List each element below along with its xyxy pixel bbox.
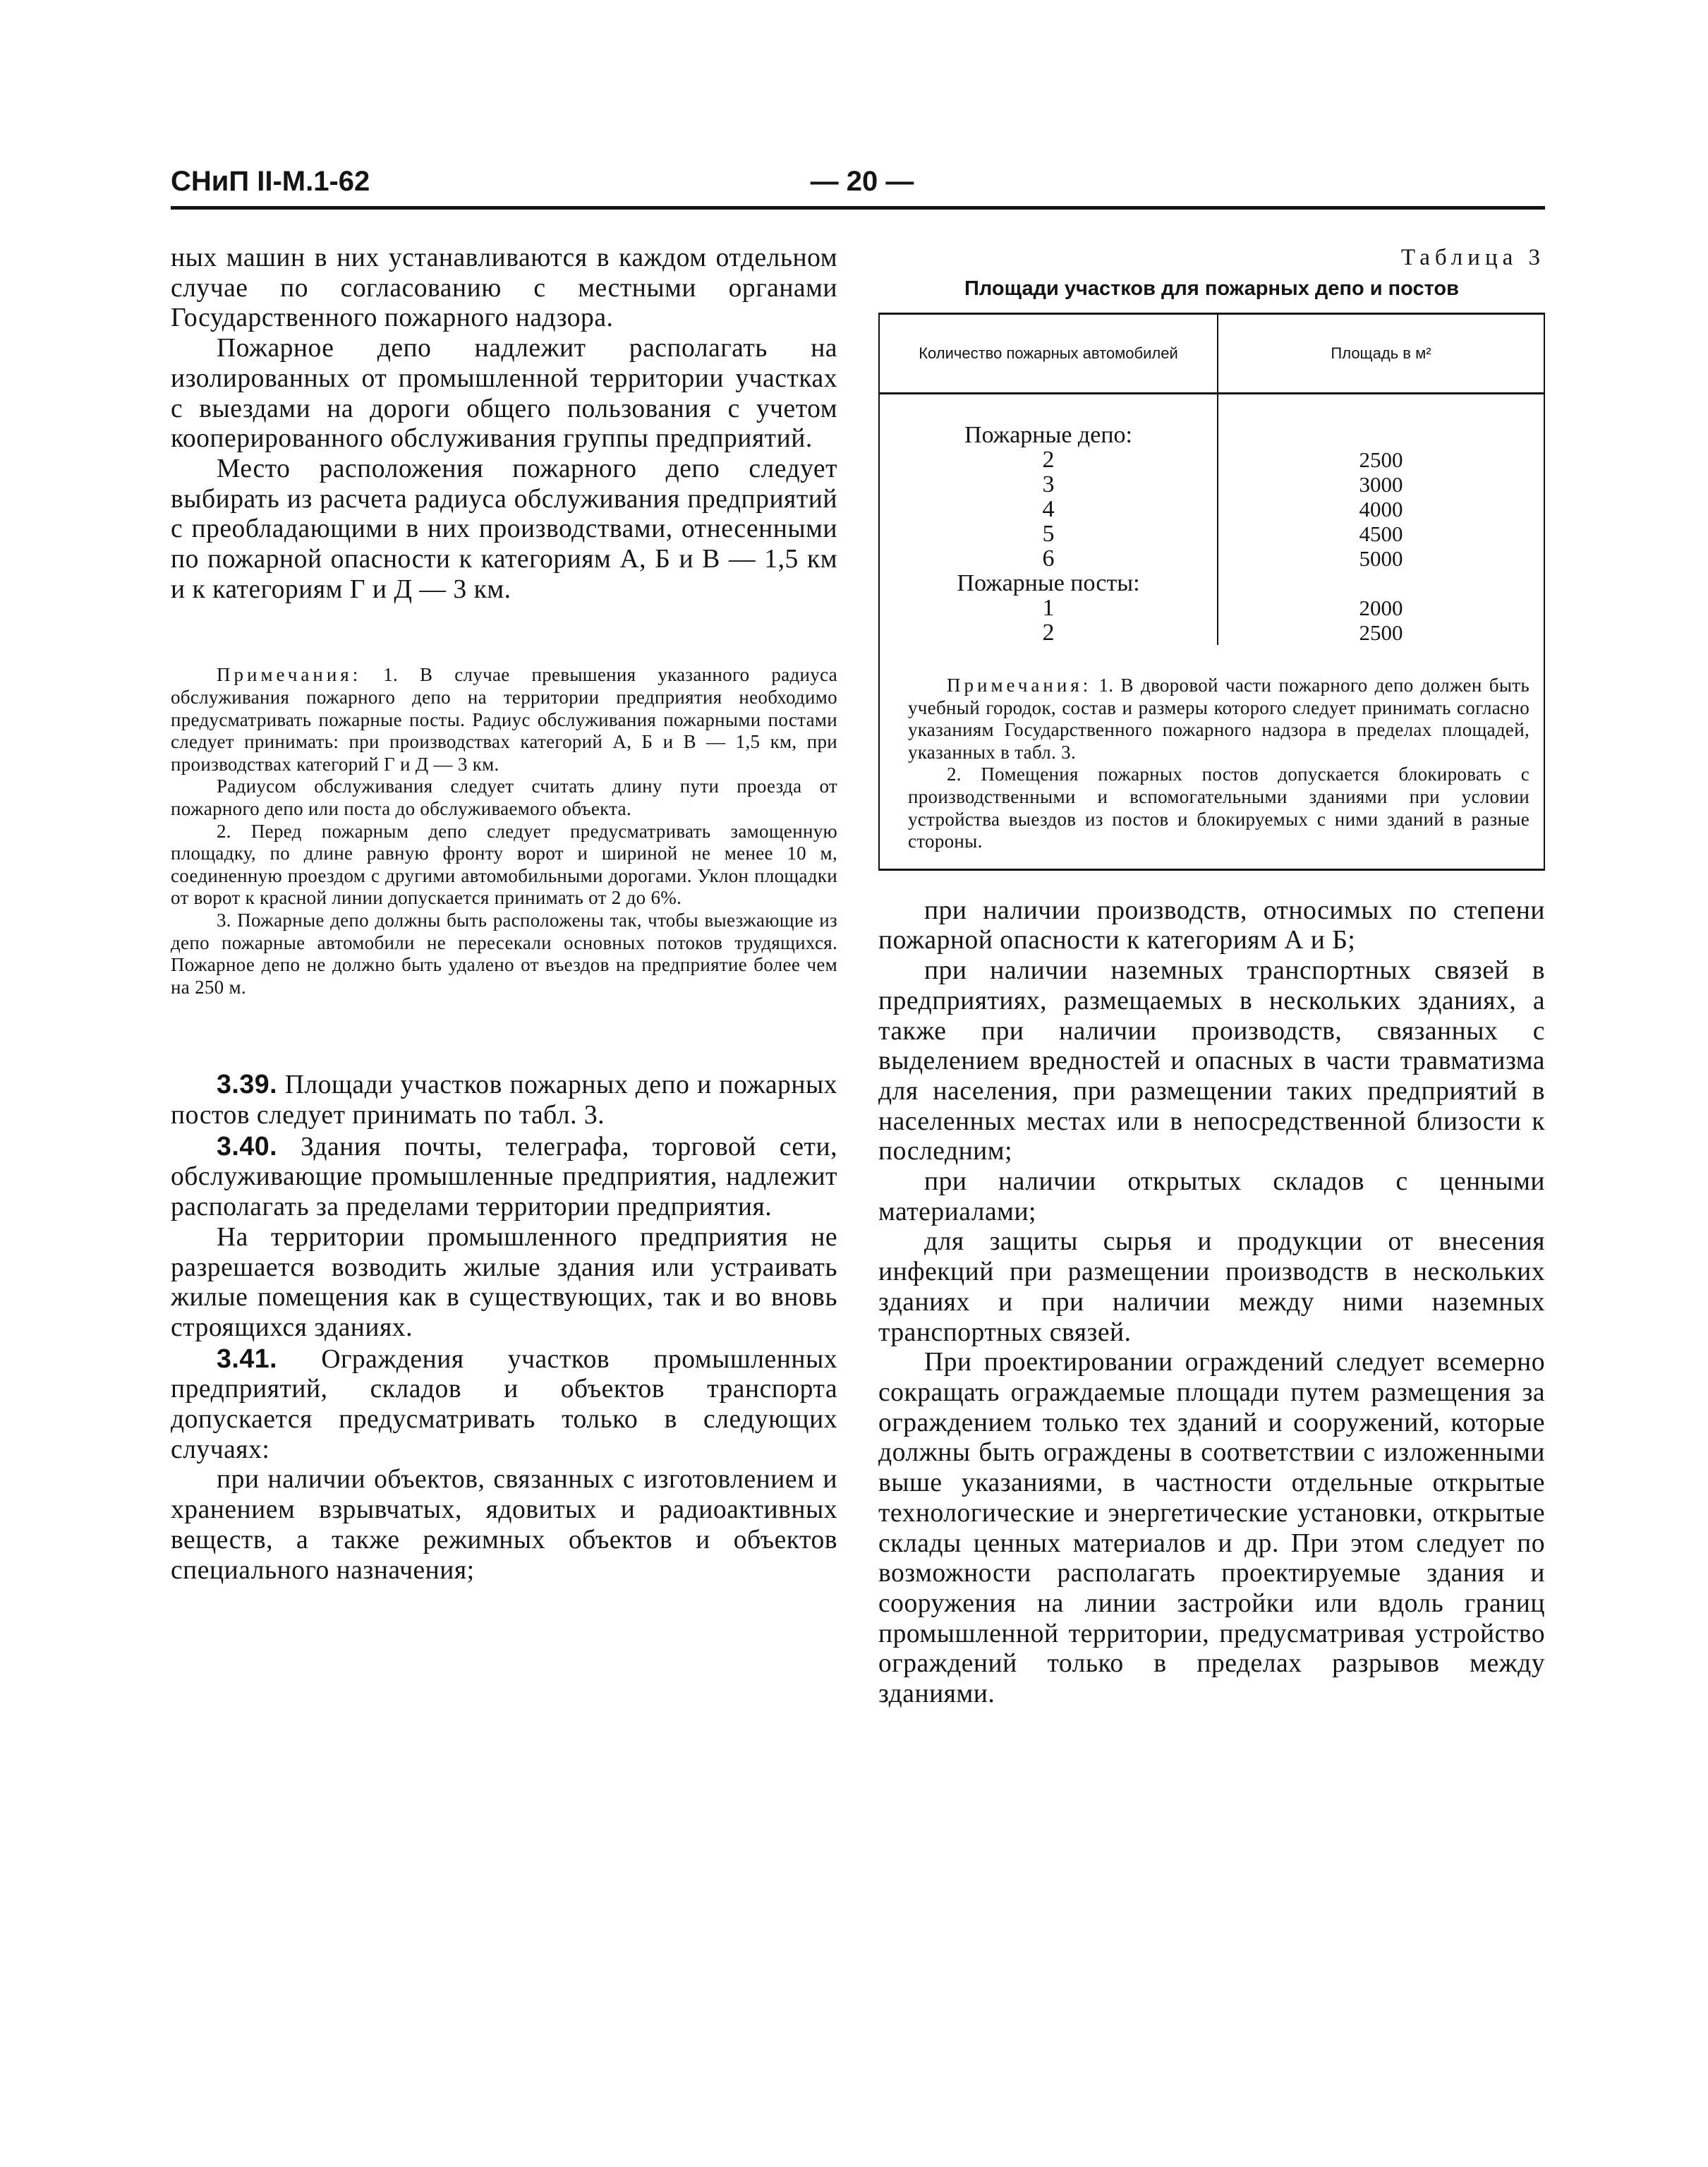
fire-depot-table (878, 313, 1545, 871)
note-3: 3. Пожарные депо должны быть расположены так, чтобы выезжающие из депо пожарные автомобили не пересекали основных потоков трудящихся. Пожарное депо не должно быть удалено от въездов на предприятие более чем на 250 м. (171, 909, 837, 998)
cell-area: 2500 (1359, 447, 1403, 472)
cell-count: 6 (1042, 545, 1055, 572)
section-3-41 (171, 1344, 837, 1586)
note-1-continued: Радиусом обслуживания следует считать длину пути проезда от пожарного депо или поста до обслуживаемого объекта. (171, 775, 837, 819)
spacer (1218, 571, 1544, 596)
table-label: Таблица 3 (1400, 245, 1545, 270)
table-notes (880, 675, 1544, 869)
cell-area: 4000 (1359, 497, 1403, 521)
section-number: 3.39. (217, 1069, 278, 1099)
note-1: 1. В случае превышения указанного радиуса обслуживания пожарного депо на территории предприятия необходимо предусматривать пожарные посты. Радиус обслуживания пожарными постами следует принимать: при производствах категорий А, Б и В — 1,5 км, при производствах категорий Г и Д — 3 км. (171, 664, 837, 775)
paragraph: при наличии производств, относимых по степени пожарной опасности к категориям А и Б; (878, 895, 1545, 955)
cell-area: 2500 (1359, 620, 1403, 645)
paragraph: Пожарное депо надлежит располагать на изолированных от промышленной территории участках с выездами на дороги общего пользования с учетом кооперированного обслуживания группы предприятий. (171, 334, 837, 454)
cell-area: 5000 (1359, 546, 1403, 571)
table-note-1: 1. В дворовой части пожарного депо должен быть учебный городок, состав и размеры которого следует принимать согласно указаниям Государственного пожарного надзора в пределах площадей, указанных в табл. 3. (908, 675, 1530, 763)
cell-area: 3000 (1359, 472, 1403, 497)
paragraph: Место расположения пожарного депо следует выбирать из расчета радиуса обслуживания предприятий с преобладающими в них производствами, отнесенными по пожарной опасности к категориям А, Б и В — 1,5 км и к категориям Г и Д — 3 км. (171, 454, 837, 604)
column-header-vehicles: Количество пожарных автомобилей (880, 315, 1218, 392)
area-column (1218, 394, 1544, 645)
cell-count: 2 (1042, 620, 1055, 646)
page-header (171, 164, 1545, 212)
paragraph: при наличии объектов, связанных с изготовлением и хранением взрывчатых, ядовитых и радиоактивных веществ, а также режимных объектов и объектов специального назначения; (171, 1465, 837, 1585)
paragraph: При проектировании ограждений следует всемерно сокращать ограждаемые площади путем размещения за ограждением только тех зданий и сооружений, которые должны быть ограждены в соответствии с изложенными выше указаниями, в частности отдельные открытые технологические и энергетические установки, открытые склады ценных материалов и др. При этом следует по возможности располагать проектируемые здания и сооружения на линии застройки или вдоль границ промышленной территории, предусматривая устройство ограждений только в пределах разрывов между зданиями. (878, 1348, 1545, 1709)
header-rule (171, 206, 1545, 210)
paragraph: ных машин в них устанавливаются в каждом отдельном случае по согласованию с местными органами Государственного пожарного надзора. (171, 243, 837, 333)
notes-label: Примечания: (217, 664, 362, 686)
section-number: 3.41. (217, 1343, 278, 1373)
notes-block (171, 664, 837, 998)
section-text: Площади участков пожарных депо и пожарных постов следует принимать по табл. 3. (171, 1070, 837, 1130)
table-note-2: 2. Помещения пожарных постов допускается блокировать с производственными и вспомогательными зданиями при условии устройства выездов из постов и блокируемых с ними зданий в разные стороны. (908, 763, 1530, 852)
cell-area: 2000 (1359, 596, 1403, 620)
left-column (171, 243, 837, 1586)
cell-count: 2 (1042, 447, 1055, 473)
document-code: СНиП II-М.1-62 (171, 166, 370, 197)
right-column (878, 243, 1545, 1710)
notes-label: Примечания: (947, 675, 1092, 696)
paragraph: при наличии наземных транспортных связей в предприятиях, размещаемых в нескольких зданиях, а также при наличии производств, связанных с выделением вредностей и опасных в части травматизма для населения, при размещении таких предприятий в населенных местах или в непосредственной близости к последним; (878, 956, 1545, 1166)
vehicles-column (880, 394, 1218, 645)
group-label-posts: Пожарные посты: (957, 570, 1140, 596)
section-3-40 (171, 1131, 837, 1344)
section-3-39 (171, 1069, 837, 1130)
section-text: Ограждения участков промышленных предприятий, складов и объектов транспорта допускается предусматривать только в следующих случаях: (171, 1344, 837, 1464)
cell-count: 3 (1042, 471, 1055, 497)
note-2: 2. Перед пожарным депо следует предусматривать замощенную площадку, по длине равную фронту ворот и шириной не менее 10 м, соединенную проездом с другими автомобильными дорогами. Уклон площадки от ворот к красной линии допускается принимать от 2 до 6%. (171, 820, 837, 909)
page-number: — 20 — (810, 166, 914, 197)
table-title: Площади участков для пожарных депо и постов (964, 277, 1459, 300)
cell-count: 1 (1042, 595, 1055, 621)
table-body (880, 394, 1544, 675)
group-label-depots: Пожарные депо: (964, 422, 1132, 448)
paragraph: при наличии открытых складов с ценными материалами; (878, 1167, 1545, 1226)
table-header-row (880, 315, 1544, 394)
right-text (878, 896, 1545, 1710)
cell-area: 4500 (1359, 521, 1403, 546)
cell-count: 5 (1042, 521, 1055, 547)
paragraph: для защиты сырья и продукции от внесения инфекций при размещении производств в нескольких зданиях и при наличии между ними наземных транспортных связей. (878, 1227, 1545, 1347)
column-header-area: Площадь в м² (1331, 344, 1431, 362)
paragraph: На территории промышленного предприятия не разрешается возводить жилые здания или устраивать жилые помещения как в существующих, так и во вновь строящихся зданиях. (171, 1222, 837, 1342)
cell-count: 4 (1042, 496, 1055, 522)
section-text: Здания почты, телеграфа, торговой сети, обслуживающие промышленные предприятия, надлежит располагать за пределами территории предприятия. (171, 1132, 837, 1222)
section-number: 3.40. (217, 1130, 278, 1161)
